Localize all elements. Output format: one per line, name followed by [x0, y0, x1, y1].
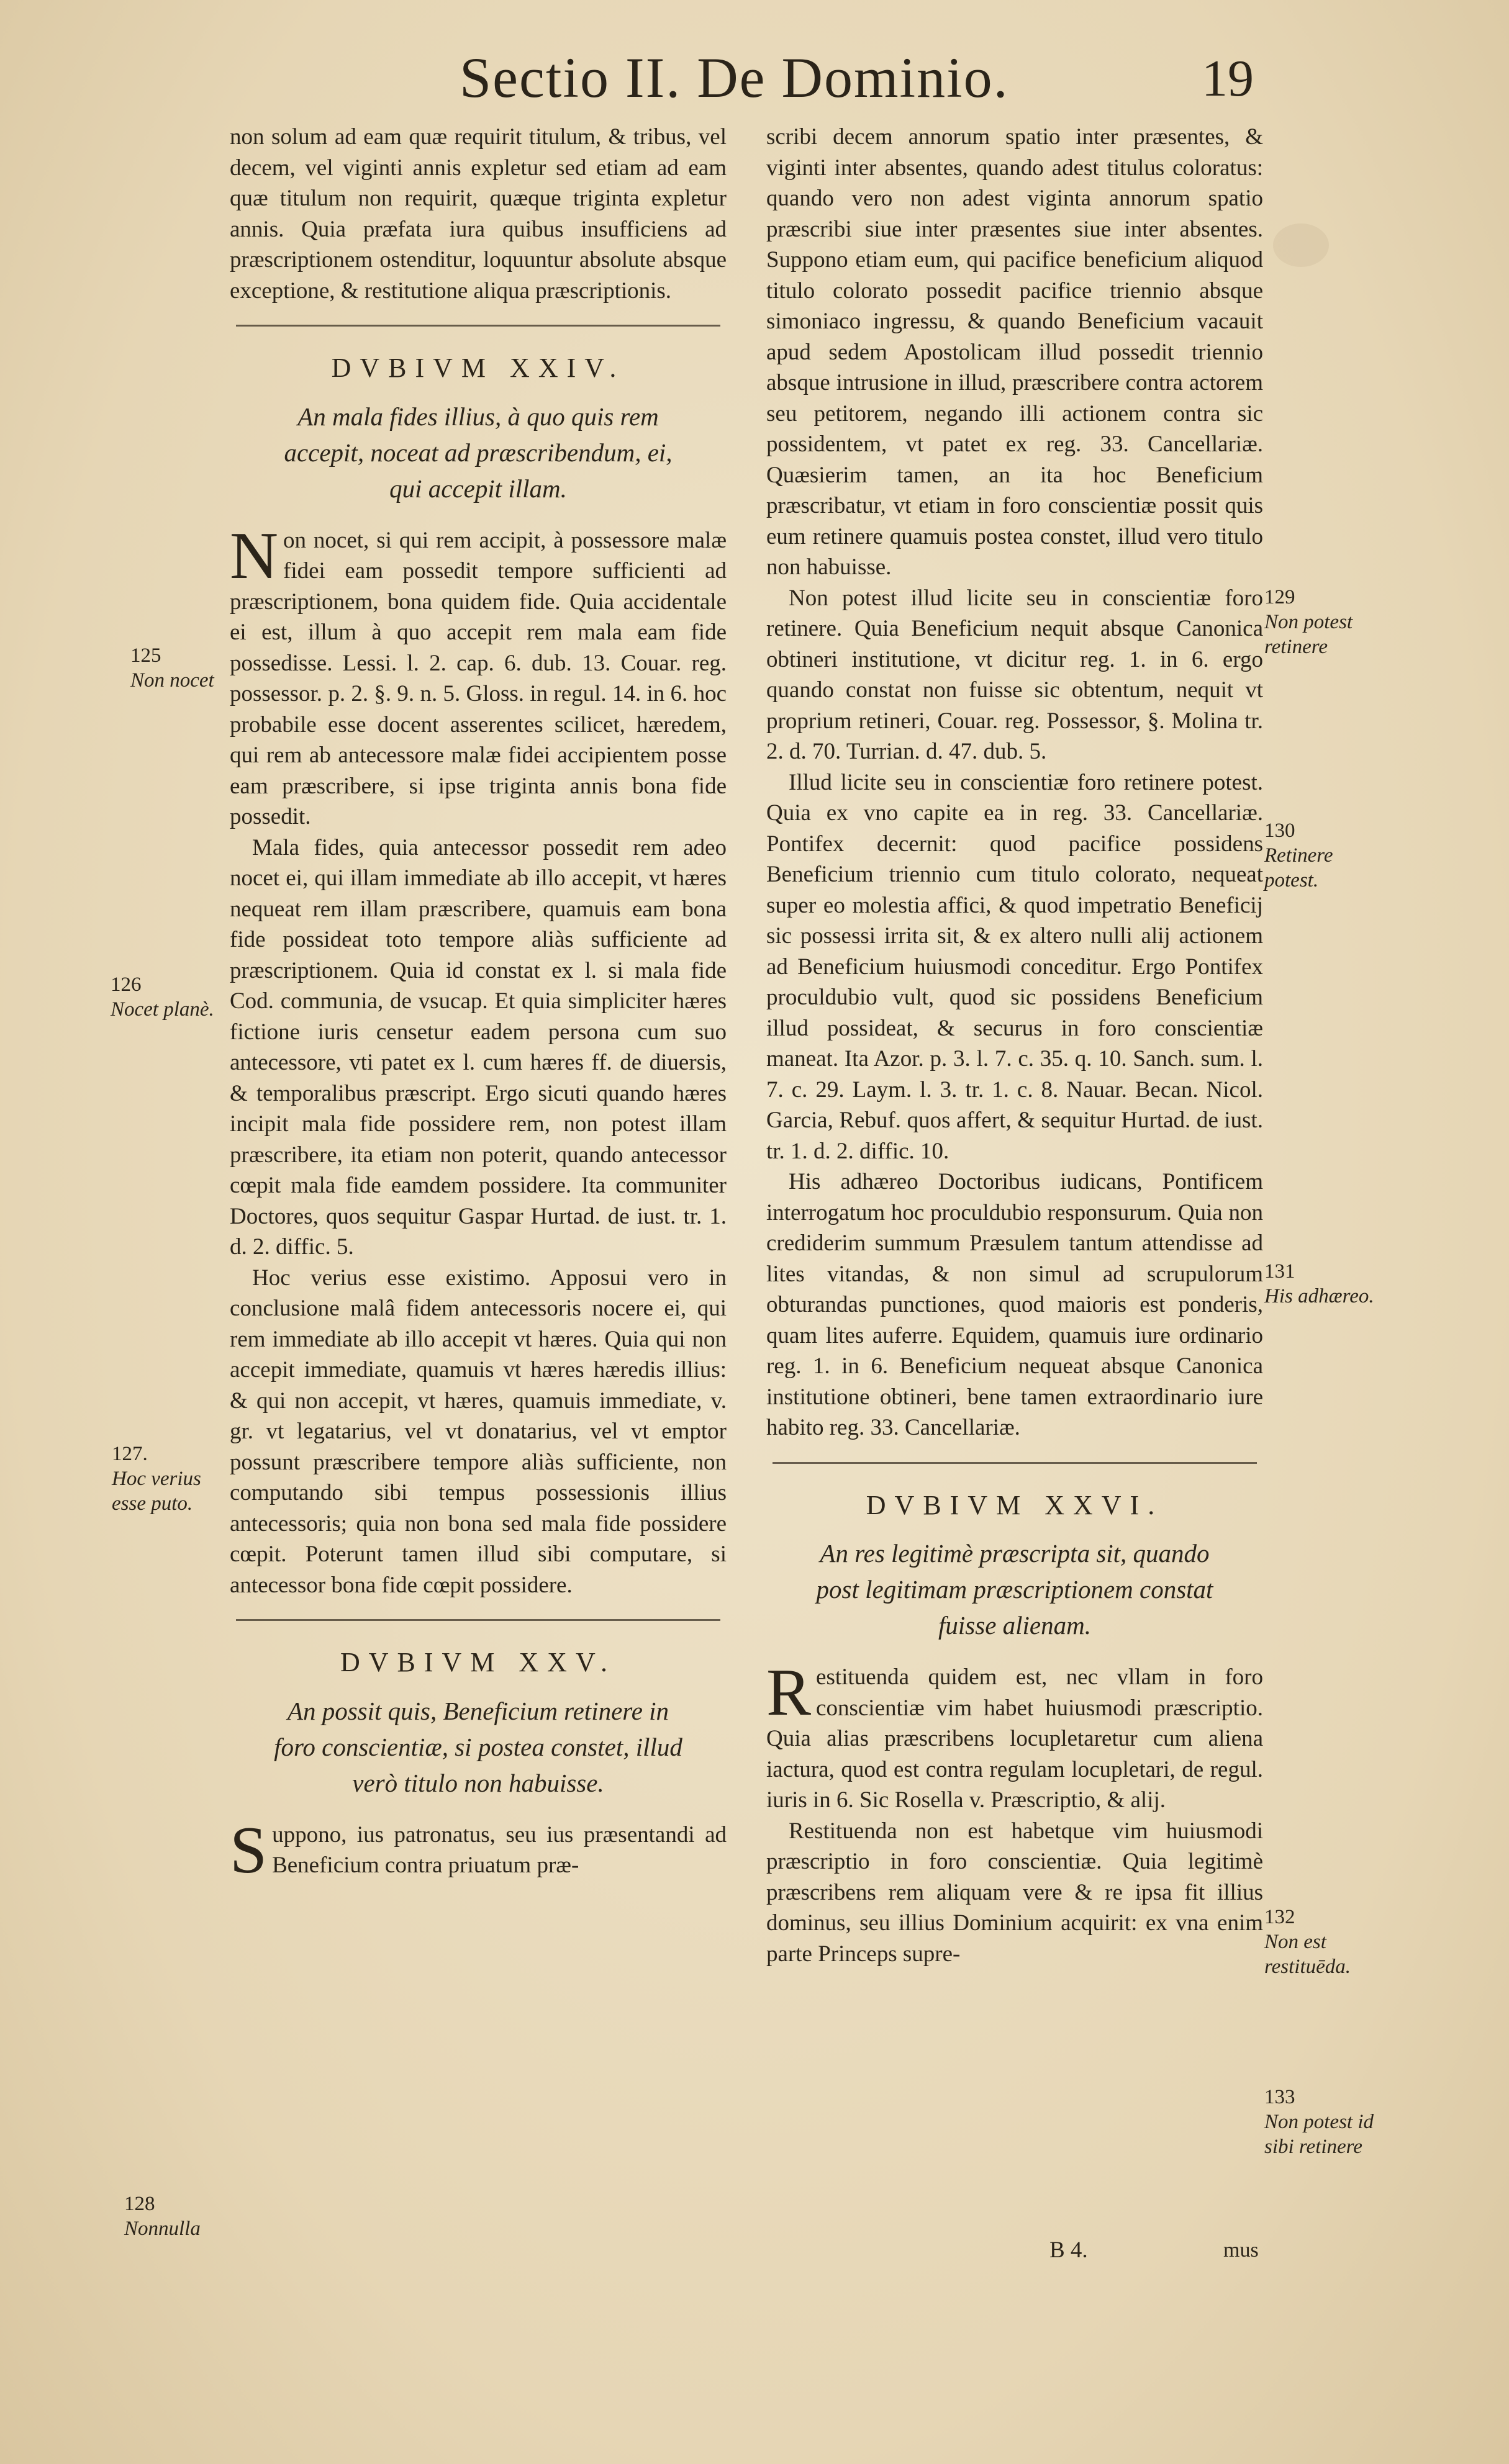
margin-note-132 [1264, 1905, 1382, 1979]
section-divider [236, 325, 720, 328]
margin-note-126 [111, 972, 229, 1022]
margin-note-number: 133 [1264, 2086, 1295, 2108]
margin-note-number: 132 [1264, 1906, 1295, 1928]
left-column [230, 122, 727, 1887]
right-column [766, 122, 1263, 1969]
signature-mark: B 4. [1049, 2237, 1088, 2263]
margin-note-number: 126 [111, 973, 142, 996]
paragraph-127: Hoc verius esse existimo. Apposui vero in conclusione malâ fidem antecessoris nocere ei, qui rem immediate ab illo accepit vt hæres. Quia qui non accepit immediate, quamuis vt hæres hæredis illius: & qui non accepit, vt hæres, quamuis immediate, v. gr. vt legatarius, vel vt donatarius, vel vt emptor possunt præscribere tempore aliàs sufficiente, non computando sibi tempus possessionis illius antecessoris; quia non bona sed mala fide possidere cœpit. Poterunt tamen illud sibi computare, si antecessor bona fide cœpit possidere. [230, 1265, 727, 1598]
margin-note-text: Nonnulla [124, 2218, 201, 2240]
margin-note-text: His adhæreo. [1264, 1285, 1374, 1307]
margin-note-text: Non potest id sibi retinere [1264, 2111, 1374, 2158]
margin-note-127 [112, 1442, 230, 1516]
margin-note-130 [1264, 818, 1382, 893]
paragraph-129: Non potest illud licite seu in conscientiæ foro retinere. Quia Beneficium nequit absque Canonica obtineri institutione, vt dicitur reg. 1. in 6. ergo quando constat non fuisse sic obtentum, nequit vt proprium retineri, Couar. reg. Possessor, §. Molina tr. 2. d. 70. Turrian. d. 47. dub. 5. [766, 585, 1263, 764]
paragraph-126: Mala fides, quia antecessor possedit rem adeo nocet ei, qui illam immediate ab illo accepit, vt hæres nequeat rem illam præscribere, quamuis eam bona fide possideat toto tempore aliàs sufficiente ad præscriptionem. Quia id constat ex l. si mala fide Cod. communia, de vsucap. Et quia simpliciter hæres fictione iuris censetur eadem persona cum suo antecessore, vti patet ex l. cum hæres ff. de diuersis, & temporalibus præscript. Ergo sicuti quando hæres incipit mala fide possidere rem, non potest illam præscribere, ita etiam non poterit, quando antecessor cœpit mala fide eamdem possidere. Ita communiter Doctores, quos sequitur Gaspar Hurtad. de iust. tr. 1. d. 2. diffic. 5. [230, 834, 727, 1260]
margin-note-text: Non est restituēda. [1264, 1931, 1351, 1978]
margin-note-text: Hoc verius esse puto. [112, 1468, 201, 1515]
margin-note-text: Non nocet [130, 669, 214, 692]
dubium-25-question: An possit quis, Beneficium retinere in foro conscientiæ, si postea constet, illud verò titulo non habuisse. [274, 1696, 682, 1797]
page-number: 19 [1202, 50, 1254, 107]
catchword: mus [1223, 2239, 1259, 2262]
paragraph-130: Illud licite seu in conscientiæ foro retinere potest. Quia ex vno capite ea in reg. 33. Cancellariæ. Pontifex decernit: quod pacifice possidens Beneficium triennio cum titulo colorato, nequeat super eo molestia affici, & quod impetratio Beneficij sic possessi irrita sit, & ex altero nulli alij actionem ad Beneficium huiusmodi conceditur. Ergo Pontifex proculdubio vult, quod sic possidens Beneficium illud possideat, & securus in foro conscientiæ maneat. Ita Azor. p. 3. l. 7. c. 35. q. 10. Sanch. sum. l. 7. c. 29. Laym. l. 3. tr. 1. c. 8. Nauar. Becan. Nicol. Garcia, Rebuf. quos affert, & sequitur Hurtad. de iust. tr. 1. d. 2. diffic. 10. [766, 769, 1263, 1164]
paper-stain [1273, 223, 1329, 267]
margin-note-number: 128 [124, 2193, 155, 2215]
left-intro-paragraph: non solum ad eam quæ requirit titulum, & tribus, vel decem, vel viginti annis expletur sed etiam ad eam quæ titulum non requirit, quæque triginta expletur annis. Quia præfata iura quibus insufficiens ad præscriptionem ostenditur, loquuntur absolute absque exceptione, & restitutione aliqua præscriptionis. [230, 124, 727, 304]
paragraph-133: Restituenda non est habetque vim huiusmodi præscriptio in foro conscientiæ. Quia legitimè præscribens rem aliquam vere & re ipsa fit illius dominus, seu illius Dominium acquirit: ex vna enim parte Princeps supre- [766, 1818, 1263, 1967]
margin-note-text: Non potest retinere [1264, 611, 1353, 658]
dubium-25-title: DVBIVM XXV. [340, 1647, 617, 1677]
margin-note-number: 131 [1264, 1260, 1295, 1283]
paragraph-128: Suppono, ius patronatus, seu ius præsentandi ad Beneficium contra priuatum præ- [230, 1813, 727, 1887]
page-header [0, 45, 1509, 113]
dubium-26-title: DVBIVM XXVI. [866, 1489, 1164, 1520]
margin-note-125 [130, 643, 230, 693]
margin-note-131 [1264, 1259, 1382, 1309]
margin-note-text: Nocet planè. [111, 998, 214, 1021]
paragraph-132: Restituenda quidem est, nec vllam in foro conscientiæ vim habet huiusmodi præscriptio. Quia alias præscribens locupletaretur cum aliena iactura, quod est contra regulam locupletari, de regul. iuris in 6. Sic Rosella v. Præscriptio, & alij. [766, 1656, 1263, 1813]
dubium-24-title: DVBIVM XXIV. [331, 353, 625, 383]
section-divider [236, 1619, 720, 1622]
margin-note-number: 125 [130, 644, 161, 667]
margin-note-number: 127. [112, 1443, 148, 1465]
margin-note-128 [124, 2191, 230, 2241]
running-head: Sectio II. De Dominio. [460, 46, 1009, 109]
right-continuation-paragraph: scribi decem annorum spatio inter præsentes, & viginti inter absentes, quando adest titulus coloratus: quando vero non adest viginta annorum spatio præscribi siue inter præsentes siue inter absentes. Suppono etiam eum, qui pacifice beneficium aliquod titulo colorato possedit pacifice triennio absque simoniaco ingressu, & quando Beneficium vacauit apud sedem Apostolicam illud possedit triennio absque intrusione in illud, præscribere contra actorem seu petitorem, negando illi actionem contra sic possidentem, vt patet ex reg. 33. Cancellariæ. Quæsierim tamen, an ita hoc Beneficium præscribatur, vt etiam in foro conscientiæ possit quis eum retinere quamuis postea constet, illud vero titulo non habuisse. [766, 124, 1263, 580]
dubium-24-question: An mala fides illius, à quo quis rem accepit, noceat ad præscribendum, ei, qui accepit illam. [284, 402, 673, 503]
dubium-26-question: An res legitimè præscripta sit, quando post legitimam præscriptionem constat fuisse alienam. [816, 1539, 1213, 1640]
margin-note-133 [1264, 2085, 1382, 2159]
margin-note-text: Retinere potest. [1264, 844, 1333, 891]
paragraph-125: Non nocet, si qui rem accipit, à possessore malæ fidei eam possedit tempore sufficienti ad præscriptionem, bona quidem fide. Quia accidentale ei est, illum à quo accepit rem mala eam fide possedisse. Lessi. l. 2. cap. 6. dub. 13. Couar. reg. possessor. p. 2. §. 9. n. 5. Gloss. in regul. 14. in 6. hoc probabile esse docent asserentes scilicet, hæredem, qui rem ab antecessore malæ fidei accipientem posse eam præscribere, si ipse triginta annis bona fide possedit. [230, 518, 727, 829]
section-divider [773, 1462, 1257, 1465]
margin-note-number: 129 [1264, 586, 1295, 608]
paragraph-131: His adhæreo Doctoribus iudicans, Pontificem interrogatum hoc proculdubio responsurum. Quia non crediderim summum Præsulem tantum attendisse ad lites vitandas, & non simul ad scrupulorum obturandas punctiones, quod maioris est ponderis, quam lites auferre. Equidem, quamuis iure ordinario reg. 1. in 6. Beneficium nequeat absque Canonica institutione obtineri, bene tamen extraordinario iure habito reg. 33. Cancellariæ. [766, 1169, 1263, 1440]
margin-note-129 [1264, 585, 1382, 659]
margin-note-number: 130 [1264, 819, 1295, 842]
